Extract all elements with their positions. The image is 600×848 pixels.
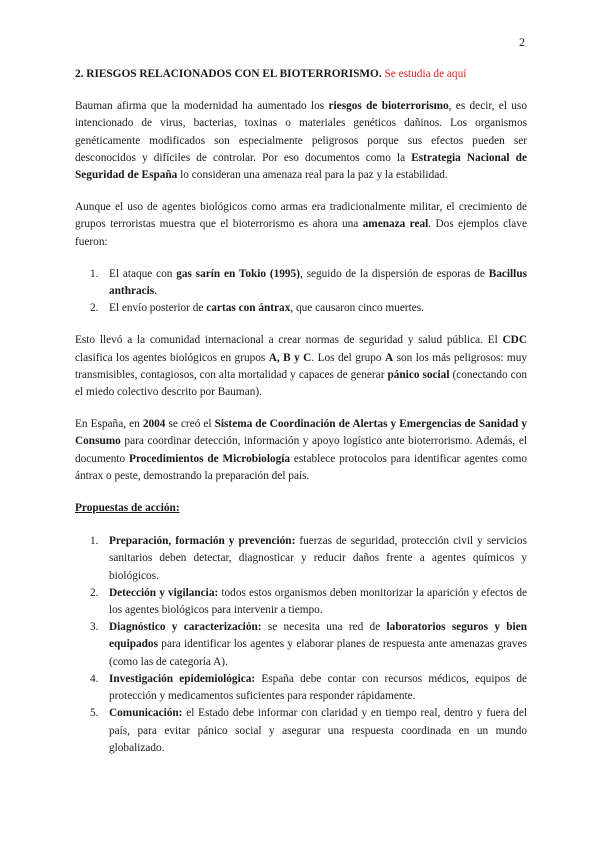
text: son los más peligrosos: muy transmisibles, contagiosos, con alta mortalidad y capaces de generar <box>75 351 528 381</box>
text: establece protocolos para identificar agentes como ántrax o peste, demostrando la preparación del país. <box>75 452 528 482</box>
text: el Estado debe informar con claridad y en tiempo real, dentro y fuera del país, para evitar pánico social y asegurar una respuesta coordinada en un mundo globalizado. <box>109 707 527 754</box>
text: . Dos ejemplos clave fueron: <box>75 218 527 248</box>
proposals-heading: Propuestas de acción: <box>75 502 180 515</box>
section-title <box>75 66 527 83</box>
text: se creó el <box>165 418 215 431</box>
list-number: 5. <box>90 707 99 720</box>
text: . <box>154 285 158 298</box>
text: Bauman afirma que la modernidad ha aumentado los <box>75 100 329 113</box>
bold-term: laboratorios seguros y bien equipados <box>109 621 527 651</box>
proposal-title: Preparación, formación y prevención: <box>109 535 296 548</box>
paragraph-cdc <box>75 332 527 401</box>
list-item <box>75 671 527 705</box>
text: para coordinar detección, información y apoyo logístico ante bioterrorismo. Además, el documento <box>75 435 527 465</box>
text: El ataque con <box>109 267 177 280</box>
bold-term: riesgos de bioterrorismo <box>328 100 449 113</box>
bold-term: Estrategia Nacional de Seguridad de España <box>75 151 527 182</box>
document-body <box>75 66 527 772</box>
bold-term: pánico social <box>387 368 450 381</box>
text: , que causaron cinco muertes. <box>290 302 424 315</box>
bold-term: amenaza real <box>362 218 429 231</box>
bold-term: A, B y C <box>268 351 312 364</box>
bold-term: Bacillus anthracis <box>109 267 527 298</box>
examples-list <box>75 266 527 318</box>
list-item <box>75 266 527 300</box>
list-number: 1. <box>90 267 99 280</box>
section-title-text: 2. RIESGOS RELACIONADOS CON EL BIOTERRORISMO. <box>75 68 382 80</box>
text: . Los del grupo <box>311 351 385 364</box>
list-item <box>75 705 527 757</box>
text: para identificar los agentes y elaborar planes de respuesta ante amenazas graves (como las de categoría A). <box>109 638 527 668</box>
proposal-title: Comunicación: <box>109 707 183 720</box>
list-item <box>75 619 527 671</box>
text: , es decir, el uso intencionado de virus, bacterias, toxinas o materiales genéticos dañinos. Los organismos genéticamente modificados son especialmente peligrosos porque sus efectos pueden ser desconocidos y difíciles de controlar. Por eso documentos como la <box>75 100 527 164</box>
text: se necesita una red de <box>261 621 387 634</box>
list-number: 3. <box>90 621 99 634</box>
text: , seguido de la dispersión de esporas de <box>299 267 489 280</box>
bold-term: Sistema de Coordinación de Alertas y Emergencias de Sanidad y Consumo <box>75 418 527 448</box>
proposal-title: Diagnóstico y caracterización: <box>109 621 262 634</box>
text: En España, en <box>75 418 143 431</box>
study-note: Se estudia de aquí <box>384 68 467 80</box>
list-number: 1. <box>90 535 99 548</box>
list-item <box>75 585 527 619</box>
bold-term: A <box>384 351 394 364</box>
bold-term: Procedimientos de Microbiología <box>129 452 291 465</box>
bold-term: 2004 <box>142 418 166 431</box>
bold-term: CDC <box>502 334 527 347</box>
paragraph-threat <box>75 199 527 251</box>
bold-term: gas sarín en Tokio (1995) <box>176 267 300 280</box>
list-number: 4. <box>90 672 99 685</box>
text: Aunque el uso de agentes biológicos como armas era tradicionalmente militar, el crecimiento de grupos terroristas muestra que el bioterrorismo es ahora una <box>75 201 527 231</box>
text: lo consideran una amenaza real para la paz y la estabilidad. <box>177 169 448 182</box>
text: todos estos organismos deben monitorizar la aparición y efectos de los agentes biológicos para intervenir a tiempo. <box>109 586 527 617</box>
text: (conectando con el miedo colectivo descrito por Bauman). <box>75 368 527 399</box>
paragraph-spain <box>75 416 527 485</box>
list-item <box>75 300 527 317</box>
text: Esto llevó a la comunidad internacional a crear normas de seguridad y salud pública. El <box>75 334 503 347</box>
proposals-list <box>75 533 527 757</box>
proposal-title: Investigación epidemiológica: <box>109 672 256 685</box>
list-number: 2. <box>90 302 99 315</box>
list-number: 2. <box>90 586 99 599</box>
list-item <box>75 533 527 585</box>
page-number: 2 <box>519 35 525 49</box>
proposal-title: Detección y vigilancia: <box>109 586 219 599</box>
bold-term: cartas con ántrax <box>206 302 291 315</box>
text: El envío posterior de <box>109 302 207 315</box>
text: clasifica los agentes biológicos en grupos <box>75 351 269 364</box>
text: fuerzas de seguridad, protección civil y servicios sanitarios deben detectar, diagnosticar y reducir daños frente a agentes químicos y biológicos. <box>109 535 527 582</box>
paragraph-bauman <box>75 98 527 184</box>
text: España debe contar con recursos médicos, equipos de protección y medicamentos suficientes para responder rápidamente. <box>109 672 527 703</box>
